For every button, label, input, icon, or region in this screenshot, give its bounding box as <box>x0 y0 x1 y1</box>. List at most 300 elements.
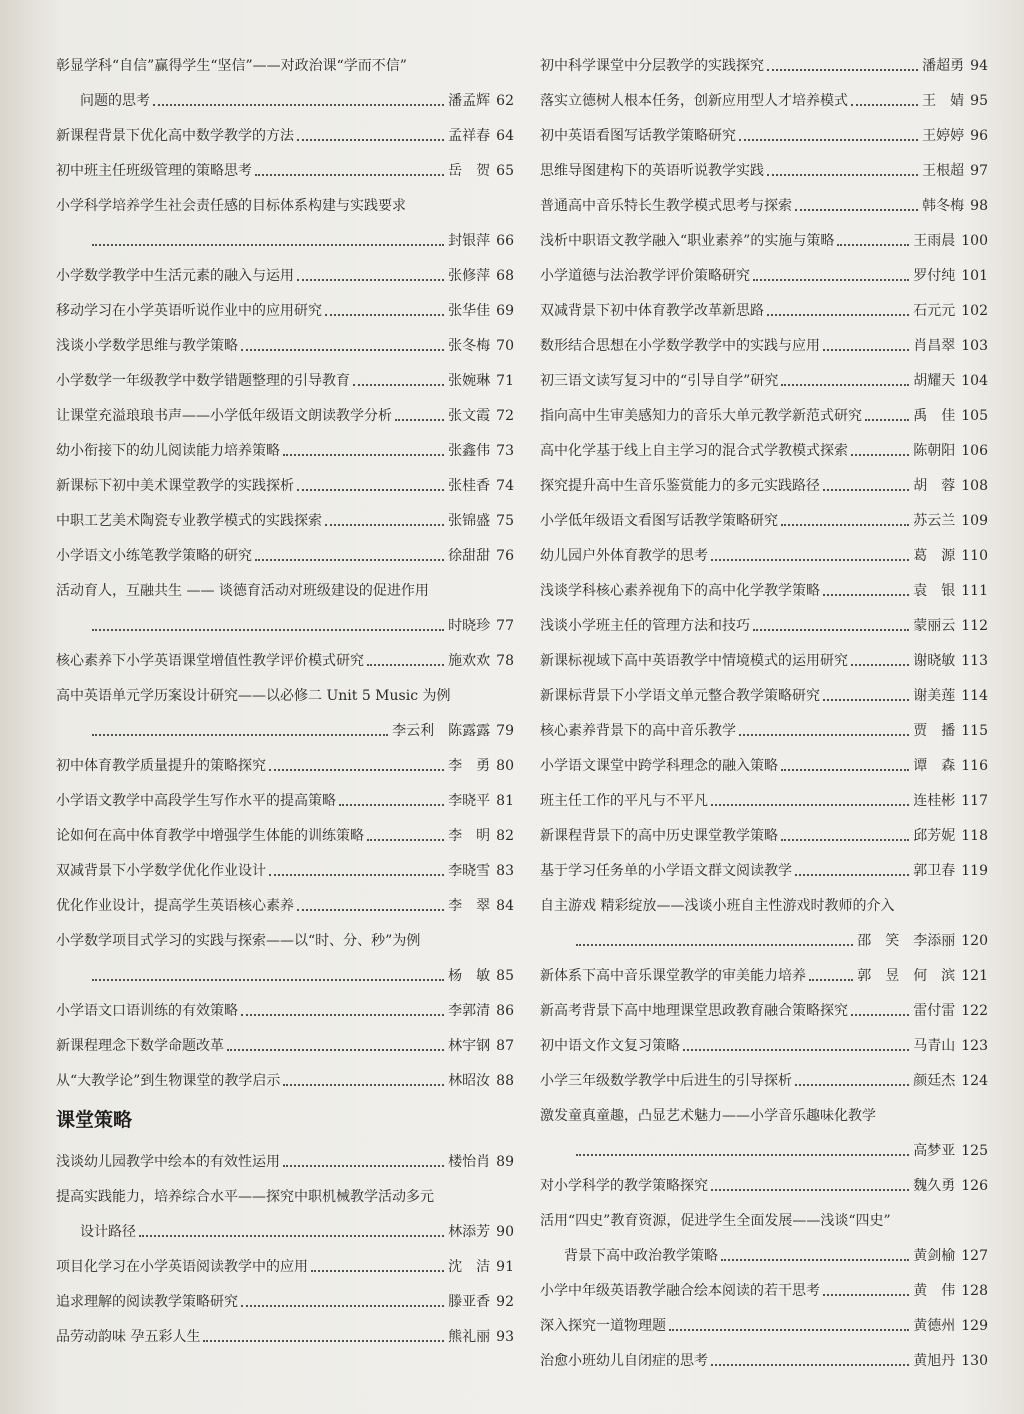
leader-dots <box>739 734 909 736</box>
toc-entry[interactable] <box>540 880 988 950</box>
entry-page-number: 84 <box>496 898 514 914</box>
entry-author: 张文霞 <box>448 408 491 424</box>
entry-author: 李晓平 <box>448 793 491 809</box>
toc-entry-line <box>540 460 988 495</box>
leader-dots <box>739 139 918 141</box>
leader-dots <box>767 174 918 176</box>
leader-dots <box>297 909 444 911</box>
toc-entry[interactable] <box>540 495 988 530</box>
entry-title: 小学低年级语文看图写话教学策略研究 <box>540 513 778 529</box>
entry-title: 初中英语看图写话教学策略研究 <box>540 128 736 144</box>
toc-entry-line <box>56 670 514 705</box>
entry-page-number: 115 <box>961 723 988 739</box>
entry-author: 郭卫春 <box>913 863 956 879</box>
entry-title: 初中体育教学质量提升的策略探究 <box>56 758 266 774</box>
entry-page-number: 64 <box>496 128 514 144</box>
entry-author: 陈朝阳 <box>913 443 956 459</box>
entry-author: 楼怡肖 <box>448 1154 491 1170</box>
entry-title: 移动学习在小学英语听说作业中的应用研究 <box>56 303 322 319</box>
entry-title: 深入探究一道物理题 <box>540 1318 666 1334</box>
toc-entry[interactable] <box>56 425 514 460</box>
entry-meta <box>913 443 988 460</box>
entry-author: 封银萍 <box>448 233 491 249</box>
entry-meta <box>913 653 988 670</box>
toc-entry[interactable] <box>540 145 988 180</box>
toc-entry-line <box>56 810 514 845</box>
entry-title: 激发童真童趣，凸显艺术魅力——小学音乐趣味化教学 <box>540 1108 876 1124</box>
entry-author: 张鑫伟 <box>448 443 491 459</box>
entry-meta <box>913 618 988 635</box>
entry-meta <box>448 1003 514 1020</box>
entry-author: 肖昌翠 <box>913 338 956 354</box>
right-entries <box>540 40 988 1370</box>
leader-dots <box>837 244 909 246</box>
toc-entry[interactable] <box>56 1241 514 1276</box>
toc-entry[interactable] <box>56 880 514 915</box>
entry-author: 王雨晨 <box>913 233 956 249</box>
entry-meta <box>913 408 988 425</box>
entry-author: 邱芳妮 <box>913 828 956 844</box>
entry-page-number: 117 <box>961 793 988 809</box>
entry-page-number: 70 <box>496 338 514 354</box>
toc-entry[interactable] <box>56 775 514 810</box>
toc-entry-line <box>56 1276 514 1311</box>
toc-entry[interactable] <box>540 75 988 110</box>
entry-meta <box>448 968 514 985</box>
leader-dots <box>241 1014 444 1016</box>
entry-author: 李云利 陈露露 <box>392 723 491 739</box>
entry-meta <box>448 338 514 355</box>
entry-meta <box>922 58 988 75</box>
entry-author: 张冬梅 <box>448 338 491 354</box>
toc-entry[interactable] <box>540 530 988 565</box>
leader-dots <box>395 419 444 421</box>
toc-entry[interactable] <box>540 110 988 145</box>
entry-page-number: 103 <box>961 338 988 354</box>
entry-meta <box>448 513 514 530</box>
toc-entry[interactable] <box>540 1020 988 1055</box>
entry-title: 小学数学一年级教学中数学错题整理的引导教育 <box>56 373 350 389</box>
entry-page-number: 71 <box>496 373 514 389</box>
entry-meta <box>857 933 988 950</box>
left-entries <box>56 40 514 1090</box>
toc-entry[interactable] <box>56 845 514 880</box>
entry-page-number: 100 <box>961 233 988 249</box>
toc-entry-author-line <box>540 1125 988 1160</box>
toc-entry[interactable] <box>56 670 514 740</box>
entry-title: 浅谈小学数学思维与教学策略 <box>56 338 238 354</box>
entry-meta <box>913 513 988 530</box>
leader-dots <box>311 1270 444 1272</box>
toc-entry[interactable] <box>540 425 988 460</box>
entry-page-number: 125 <box>961 1143 988 1159</box>
entry-title: 治愈小班幼儿自闭症的思考 <box>540 1353 708 1369</box>
toc-entry[interactable] <box>540 1335 988 1370</box>
entry-page-number: 116 <box>961 758 988 774</box>
leader-dots <box>781 524 909 526</box>
entry-meta <box>913 373 988 390</box>
toc-entry[interactable] <box>56 1311 514 1346</box>
entry-title: 核心素养下小学英语课堂增值性教学评价模式研究 <box>56 653 364 669</box>
toc-entry-line <box>540 40 988 75</box>
entry-meta <box>448 93 514 110</box>
toc-entry[interactable] <box>56 740 514 775</box>
entry-author: 岳 贺 <box>448 163 491 179</box>
entry-title: 新高考背景下高中地理课堂思政教育融合策略探究 <box>540 1003 848 1019</box>
toc-entry[interactable] <box>540 985 988 1020</box>
toc-entry[interactable] <box>540 810 988 845</box>
entry-meta <box>913 268 988 285</box>
entry-author: 徐甜甜 <box>448 548 491 564</box>
toc-entry-author-line <box>540 915 988 950</box>
entry-author: 林昭汝 <box>448 1073 491 1089</box>
entry-title: 自主游戏 精彩绽放——浅谈小班自主性游戏时教师的介入 <box>540 898 895 914</box>
toc-entry[interactable] <box>56 985 514 1020</box>
entry-title: 核心素养背景下的高中音乐教学 <box>540 723 736 739</box>
entry-meta <box>922 198 988 215</box>
toc-entry[interactable] <box>56 40 514 110</box>
entry-title: 数形结合思想在小学数学教学中的实践与应用 <box>540 338 820 354</box>
leader-dots <box>711 559 909 561</box>
entry-author: 张锦盛 <box>448 513 491 529</box>
entry-page-number: 110 <box>961 548 988 564</box>
entry-author: 贾 播 <box>913 723 956 739</box>
entry-author: 李郭清 <box>448 1003 491 1019</box>
entry-page-number: 81 <box>496 793 514 809</box>
leader-dots <box>781 839 909 841</box>
entry-meta <box>448 618 514 635</box>
leader-dots <box>795 874 909 876</box>
toc-entry[interactable] <box>540 320 988 355</box>
leader-dots <box>297 489 444 491</box>
toc-entry-line <box>56 425 514 460</box>
entry-author: 邵 笑 李添丽 <box>857 933 956 949</box>
toc-entry[interactable] <box>56 810 514 845</box>
entry-page-number: 78 <box>496 653 514 669</box>
entry-author: 王根超 <box>922 163 965 179</box>
entry-meta <box>913 233 988 250</box>
leader-dots <box>255 559 444 561</box>
toc-entry[interactable] <box>56 1276 514 1311</box>
entry-page-number: 65 <box>496 163 514 179</box>
entry-page-number: 75 <box>496 513 514 529</box>
entry-author: 林添芳 <box>448 1224 491 1240</box>
entry-title: 小学三年级数学教学中后进生的引导探析 <box>540 1073 792 1089</box>
toc-entry-line <box>540 600 988 635</box>
leader-dots <box>92 979 444 981</box>
entry-meta <box>913 1283 988 1300</box>
entry-page-number: 95 <box>970 93 988 109</box>
toc-entry[interactable] <box>56 1136 514 1171</box>
toc-entry[interactable] <box>56 180 514 250</box>
toc-entry-line <box>540 75 988 110</box>
leader-dots <box>721 1259 909 1261</box>
entry-title: 论如何在高中体育教学中增强学生体能的训练策略 <box>56 828 364 844</box>
leader-dots <box>781 384 909 386</box>
toc-entry-line <box>540 425 988 460</box>
entry-author: 胡耀天 <box>913 373 956 389</box>
toc-entry-line <box>56 110 514 145</box>
entry-page-number: 118 <box>961 828 988 844</box>
leader-dots <box>576 1154 909 1156</box>
entry-page-number: 86 <box>496 1003 514 1019</box>
toc-entry[interactable] <box>540 1265 988 1300</box>
entry-meta <box>448 828 514 845</box>
entry-title: 提高实践能力，培养综合水平——探究中职机械教学活动多元 <box>56 1189 434 1205</box>
entry-meta <box>913 1143 988 1160</box>
toc-entry-line <box>56 390 514 425</box>
entry-meta <box>448 1154 514 1171</box>
entry-author: 熊礼丽 <box>448 1329 491 1345</box>
toc-entry[interactable] <box>540 40 988 75</box>
entry-author: 颜廷杰 <box>913 1073 956 1089</box>
toc-entry[interactable] <box>540 1160 988 1195</box>
entry-author: 郭 昱 何 滨 <box>857 968 956 984</box>
entry-meta <box>448 443 514 460</box>
entry-page-number: 76 <box>496 548 514 564</box>
leader-dots <box>711 804 909 806</box>
entry-title: 幼小衔接下的幼儿阅读能力培养策略 <box>56 443 280 459</box>
toc-entry[interactable] <box>56 285 514 320</box>
toc-entry[interactable] <box>540 460 988 495</box>
entry-title: 优化作业设计，提高学生英语核心素养 <box>56 898 294 914</box>
toc-entry[interactable] <box>56 250 514 285</box>
toc-entry[interactable] <box>540 950 988 985</box>
entry-title: 对小学科学的教学策略探究 <box>540 1178 708 1194</box>
toc-entry[interactable] <box>540 390 988 425</box>
toc-entry-line <box>56 250 514 285</box>
entry-page-number: 82 <box>496 828 514 844</box>
entry-page-number: 98 <box>970 198 988 214</box>
entry-page-number: 79 <box>496 723 514 739</box>
entry-meta <box>448 163 514 180</box>
entry-title: 背景下高中政治教学策略 <box>564 1248 718 1264</box>
toc-entry[interactable] <box>56 390 514 425</box>
leader-dots <box>669 1329 909 1331</box>
entry-page-number: 94 <box>970 58 988 74</box>
entry-meta <box>913 688 988 705</box>
entry-meta <box>913 1073 988 1090</box>
entry-author: 李晓雪 <box>448 863 491 879</box>
entry-meta <box>913 863 988 880</box>
entry-title: 新课程背景下优化高中数学教学的方法 <box>56 128 294 144</box>
toc-entry[interactable] <box>56 565 514 635</box>
toc-entry-line <box>56 355 514 390</box>
entry-page-number: 77 <box>496 618 514 634</box>
entry-author: 孟祥春 <box>448 128 491 144</box>
toc-entry-line <box>540 390 988 425</box>
entry-meta <box>448 758 514 775</box>
leader-dots <box>767 69 918 71</box>
toc-entry[interactable] <box>56 145 514 180</box>
toc-entry[interactable] <box>56 495 514 530</box>
entry-title: 追求理解的阅读教学策略研究 <box>56 1294 238 1310</box>
leader-dots <box>339 804 444 806</box>
entry-page-number: 126 <box>961 1178 988 1194</box>
entry-meta <box>913 303 988 320</box>
leader-dots <box>753 629 909 631</box>
toc-entry[interactable] <box>540 250 988 285</box>
section-title: 课堂策略 <box>56 1109 133 1131</box>
toc-entry[interactable] <box>540 670 988 705</box>
entry-author: 石元元 <box>913 303 956 319</box>
leader-dots <box>753 279 909 281</box>
entry-author: 滕亚香 <box>448 1294 491 1310</box>
entry-meta <box>913 583 988 600</box>
leader-dots <box>823 699 909 701</box>
entry-page-number: 122 <box>961 1003 988 1019</box>
entry-title: 新体系下高中音乐课堂教学的审美能力培养 <box>540 968 806 984</box>
entry-author: 李 明 <box>448 828 491 844</box>
toc-entry-line <box>56 1136 514 1171</box>
entry-page-number: 111 <box>961 583 988 599</box>
leader-dots <box>92 734 388 736</box>
toc-entry-line <box>540 1195 988 1230</box>
toc-entry-line <box>540 1055 988 1090</box>
entry-title: 中职工艺美术陶瓷专业教学模式的实践探索 <box>56 513 322 529</box>
entry-title: 小学语文口语训练的有效策略 <box>56 1003 238 1019</box>
toc-entry[interactable] <box>540 635 988 670</box>
entry-author: 潘孟辉 <box>448 93 491 109</box>
entry-meta <box>913 478 988 495</box>
leader-dots <box>92 244 444 246</box>
toc-entry[interactable] <box>540 215 988 250</box>
entry-page-number: 113 <box>961 653 988 669</box>
toc-entry[interactable] <box>540 180 988 215</box>
entry-page-number: 88 <box>496 1073 514 1089</box>
toc-entry[interactable] <box>540 1055 988 1090</box>
entry-page-number: 129 <box>961 1318 988 1334</box>
toc-entry-line <box>540 880 988 915</box>
entry-author: 沈 洁 <box>448 1259 491 1275</box>
entry-page-number: 89 <box>496 1154 514 1170</box>
entry-page-number: 85 <box>496 968 514 984</box>
leader-dots <box>795 209 918 211</box>
entry-title: 浅谈学科核心素养视角下的高中化学教学策略 <box>540 583 820 599</box>
toc-entry[interactable] <box>56 110 514 145</box>
leader-dots <box>297 279 444 281</box>
toc-entry[interactable] <box>56 1055 514 1090</box>
toc-entry[interactable] <box>56 1020 514 1055</box>
entry-page-number: 112 <box>961 618 988 634</box>
toc-entry[interactable] <box>540 1090 988 1160</box>
toc-entry-line <box>540 565 988 600</box>
toc-entry[interactable] <box>56 355 514 390</box>
entry-meta <box>448 478 514 495</box>
section-entries <box>56 1136 514 1346</box>
entry-page-number: 73 <box>496 443 514 459</box>
toc-entry[interactable] <box>540 740 988 775</box>
toc-entry[interactable] <box>56 635 514 670</box>
leader-dots <box>241 1305 444 1307</box>
entry-title: 活用“四史”教育资源，促进学生全面发展——浅谈“四史” <box>540 1213 891 1229</box>
entry-author: 黄 伟 <box>913 1283 956 1299</box>
entry-meta <box>448 653 514 670</box>
entry-author: 张桂香 <box>448 478 491 494</box>
toc-entry-line <box>540 775 988 810</box>
toc-entry[interactable] <box>540 1300 988 1335</box>
entry-title: 高中化学基于线上自主学习的混合式学教模式探索 <box>540 443 848 459</box>
toc-entry[interactable] <box>56 915 514 985</box>
leader-dots <box>809 979 853 981</box>
entry-page-number: 72 <box>496 408 514 424</box>
entry-author: 马青山 <box>913 1038 956 1054</box>
toc-entry[interactable] <box>540 600 988 635</box>
entry-meta <box>913 1353 988 1370</box>
toc-entry-line <box>56 635 514 670</box>
entry-title: 双减背景下初中体育教学改革新思路 <box>540 303 764 319</box>
entry-meta <box>922 128 988 145</box>
entry-title: 幼儿园户外体育教学的思考 <box>540 548 708 564</box>
leader-dots <box>823 594 909 596</box>
entry-meta <box>448 548 514 565</box>
entry-author: 时晓珍 <box>448 618 491 634</box>
toc-entry[interactable] <box>540 565 988 600</box>
toc-entry-line <box>540 1265 988 1300</box>
entry-title: 活动育人，互融共生 —— 谈德育活动对班级建设的促进作用 <box>56 583 429 599</box>
toc-entry-author-line <box>56 705 514 740</box>
toc-entry[interactable] <box>540 705 988 740</box>
entry-title: 新课标背景下小学语文单元整合教学策略研究 <box>540 688 820 704</box>
entry-meta <box>448 1038 514 1055</box>
toc-entry-line <box>540 1230 988 1265</box>
entry-author: 罗付纯 <box>913 268 956 284</box>
entry-title: 指向高中生审美感知力的音乐大单元教学新范式研究 <box>540 408 862 424</box>
entry-title: 浅析中职语文教学融入“职业素养”的实施与策略 <box>540 233 835 249</box>
entry-author: 林宇钢 <box>448 1038 491 1054</box>
toc-entry-line <box>540 1090 988 1125</box>
entry-meta <box>913 1038 988 1055</box>
entry-meta <box>448 1294 514 1311</box>
leader-dots <box>767 314 909 316</box>
toc-entry-line <box>56 565 514 600</box>
entry-meta <box>913 548 988 565</box>
toc-entry[interactable] <box>56 530 514 565</box>
entry-title: 基于学习任务单的小学语文群文阅读教学 <box>540 863 792 879</box>
entry-title: 小学语文小练笔教学策略的研究 <box>56 548 252 564</box>
toc-entry[interactable] <box>56 1171 514 1241</box>
leader-dots <box>283 1165 444 1167</box>
entry-page-number: 127 <box>961 1248 988 1264</box>
toc-entry-line <box>540 1300 988 1335</box>
entry-meta <box>448 233 514 250</box>
toc-entry-line <box>540 250 988 285</box>
entry-page-number: 74 <box>496 478 514 494</box>
toc-entry-line <box>540 1160 988 1195</box>
toc-entry-line <box>540 320 988 355</box>
toc-entry[interactable] <box>56 460 514 495</box>
entry-page-number: 124 <box>961 1073 988 1089</box>
entry-page-number: 130 <box>961 1353 988 1369</box>
entry-page-number: 91 <box>496 1259 514 1275</box>
entry-page-number: 120 <box>961 933 988 949</box>
toc-entry-author-line <box>56 600 514 635</box>
toc-entry[interactable] <box>540 775 988 810</box>
toc-entry-line <box>540 740 988 775</box>
leader-dots <box>795 1084 909 1086</box>
entry-meta <box>448 373 514 390</box>
toc-entry[interactable] <box>540 845 988 880</box>
toc-entry[interactable] <box>540 355 988 390</box>
toc-entry[interactable] <box>56 320 514 355</box>
leader-dots <box>283 454 444 456</box>
toc-entry-line <box>56 530 514 565</box>
entry-title: 小学道德与法治教学评价策略研究 <box>540 268 750 284</box>
leader-dots <box>865 419 909 421</box>
toc-entry[interactable] <box>540 285 988 320</box>
entry-page-number: 80 <box>496 758 514 774</box>
toc-entry[interactable] <box>540 1195 988 1265</box>
